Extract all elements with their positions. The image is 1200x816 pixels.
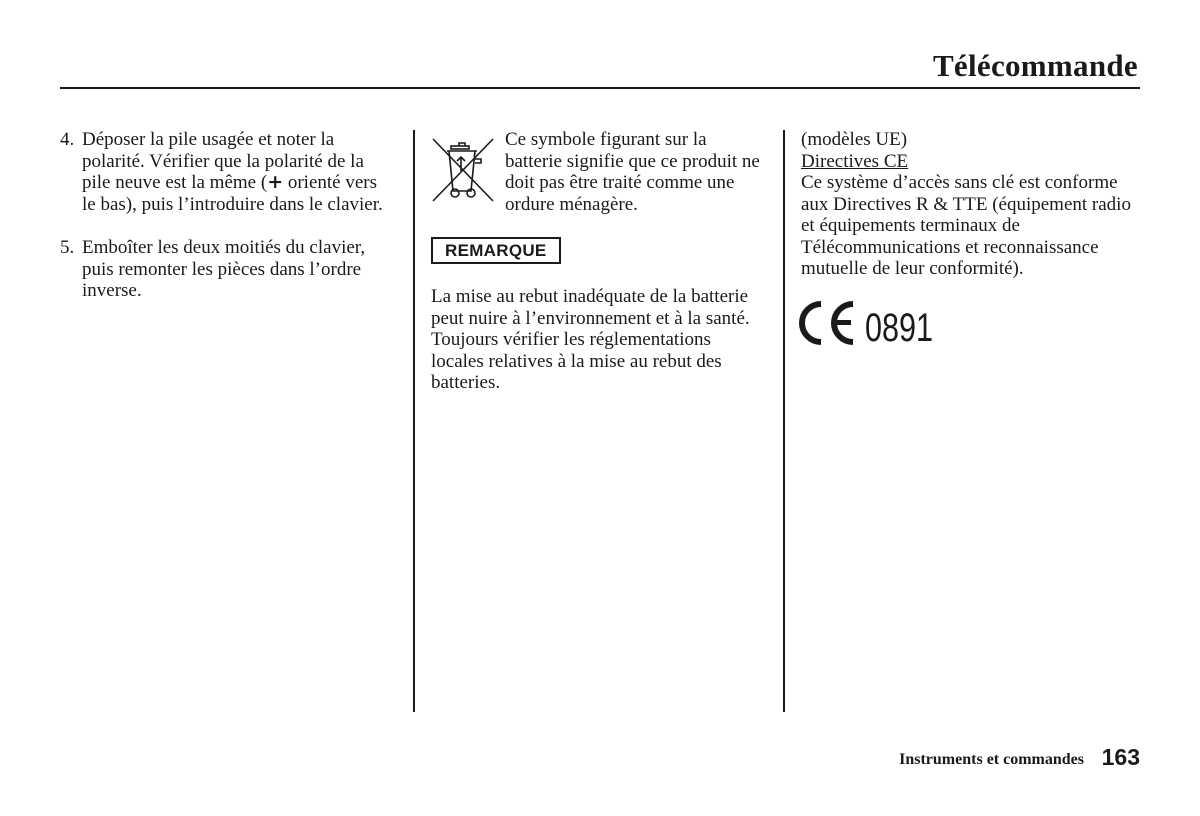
disposal-symbol-block xyxy=(431,129,766,215)
ce-number: 0891 xyxy=(865,305,933,350)
column-divider-left xyxy=(413,130,415,712)
ce-mark-icon xyxy=(801,300,935,350)
directive-column xyxy=(801,129,1131,350)
step-number: 5. xyxy=(60,237,75,258)
step-text-part: Déposer la pile usagée et noter la polarité. Vérifier que la polarité de la pile neuve est la même ( xyxy=(82,129,364,193)
disposal-note-line: Toujours vérifier les réglementations locales relatives à la mise au rebut des batteries. xyxy=(431,329,722,393)
plus-icon: + xyxy=(267,171,284,193)
page-number: 163 xyxy=(1101,744,1140,770)
disposal-symbol-text: Ce symbole figurant sur la batterie signifie que ce produit ne doit pas être traité comme une ordure ménagère. xyxy=(505,129,760,215)
step-text xyxy=(82,129,395,215)
step-number: 4. xyxy=(60,129,75,150)
step-text-part: orienté vers le bas), puis l’introduire dans le clavier. xyxy=(82,172,383,215)
directive-heading: Directives CE xyxy=(801,150,909,172)
disposal-note-line: La mise au rebut inadéquate de la batterie peut nuire à l’environnement et à la santé. xyxy=(431,286,750,329)
page-title: Télécommande xyxy=(932,48,1138,83)
list-item xyxy=(60,129,395,215)
remarque-label: REMARQUE xyxy=(431,237,561,264)
steps-list xyxy=(60,129,395,324)
disposal-column xyxy=(431,129,766,394)
footer-section-label: Instruments et commandes xyxy=(899,751,1084,768)
model-note: (modèles UE) xyxy=(801,129,908,150)
directive-text: Ce système d’accès sans clé est conforme aux Directives R & TTE (équipement radio et équipements terminaux de Télécommunications et reconnaissance mutuelle de leur conformité). xyxy=(801,172,1131,279)
disposal-note xyxy=(431,286,766,394)
column-divider-right xyxy=(783,130,785,712)
title-divider xyxy=(60,87,1140,89)
list-item xyxy=(60,237,395,302)
step-text: Emboîter les deux moitiés du clavier, puis remonter les pièces dans l’ordre inverse. xyxy=(82,237,366,301)
crossed-out-wheelie-bin-icon xyxy=(431,137,495,203)
